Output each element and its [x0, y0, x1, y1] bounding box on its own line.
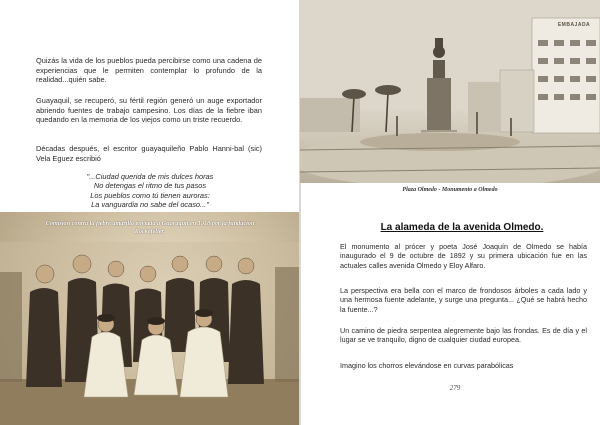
paragraph-5: La perspectiva era bella con el marco de frondosos árboles a cada lado y una hermosa fuente adelante, y surge una pregunta... ¿Qué se habrá hecho la fuente...? — [340, 286, 587, 314]
paragraph-4: El monumento al prócer y poeta José Joaquín de Olmedo se había inaugurado el 9 de octubre de 1892 y su primera ubicación fue en las actuales calles avenida Olmedo y Eloy Alfaro. — [340, 242, 587, 270]
paragraph-1: Quizás la vida de los pueblos pueda percibirse como una cadena de experiencias que le permiten contemplar lo profundo de la realidad...quién sabe. — [36, 56, 262, 85]
section-heading: La alameda de la avenida Olmedo. — [380, 222, 544, 233]
plaza-photo-caption: Plaza Olmedo - Monumento a Olmedo — [402, 187, 498, 193]
poem-quote — [60, 172, 240, 210]
poem-line: La vanguardia no sabe del ocaso..." — [91, 200, 209, 210]
poem-line: Los pueblos como tú tienen auroras: — [90, 190, 210, 200]
plaza-photo — [300, 0, 600, 183]
paragraph-6: Un camino de piedra serpentea alegremente bajo las frondas. Es de día y el lugar se ve tranquilo, digno de cualquier ciudad europea. — [340, 326, 587, 345]
building-sign: EMBAJADA — [557, 22, 591, 28]
group-photo-figures — [0, 212, 300, 425]
paragraph-7: Imagino los chorros elevándose en curvas parabólicas — [340, 361, 514, 370]
paragraph-3: Décadas después, el escritor guayaquileño Pablo Hanni-bal (sic) Vela Eguez escribió — [36, 144, 262, 163]
poem-line: No detengas el ritmo de tus pasos — [93, 181, 207, 191]
paragraph-2: Guayaquil, se recuperó, su fértil región generó un auge exportador abriendo fuentes de trabajo campesino. Los días de la fiebre iban quedando en la memoria de los viejos como un triste recuerdo. — [36, 96, 262, 125]
poem-line: "...Ciudad querida de mis dulces horas — [86, 172, 214, 181]
group-photo — [0, 212, 300, 425]
photo-caption: Comisión contra la fiebre amarilla enviada a Guayaquil en 1918 por la fundación Rockefeller. — [45, 220, 255, 235]
page-number: 279 — [449, 384, 461, 392]
